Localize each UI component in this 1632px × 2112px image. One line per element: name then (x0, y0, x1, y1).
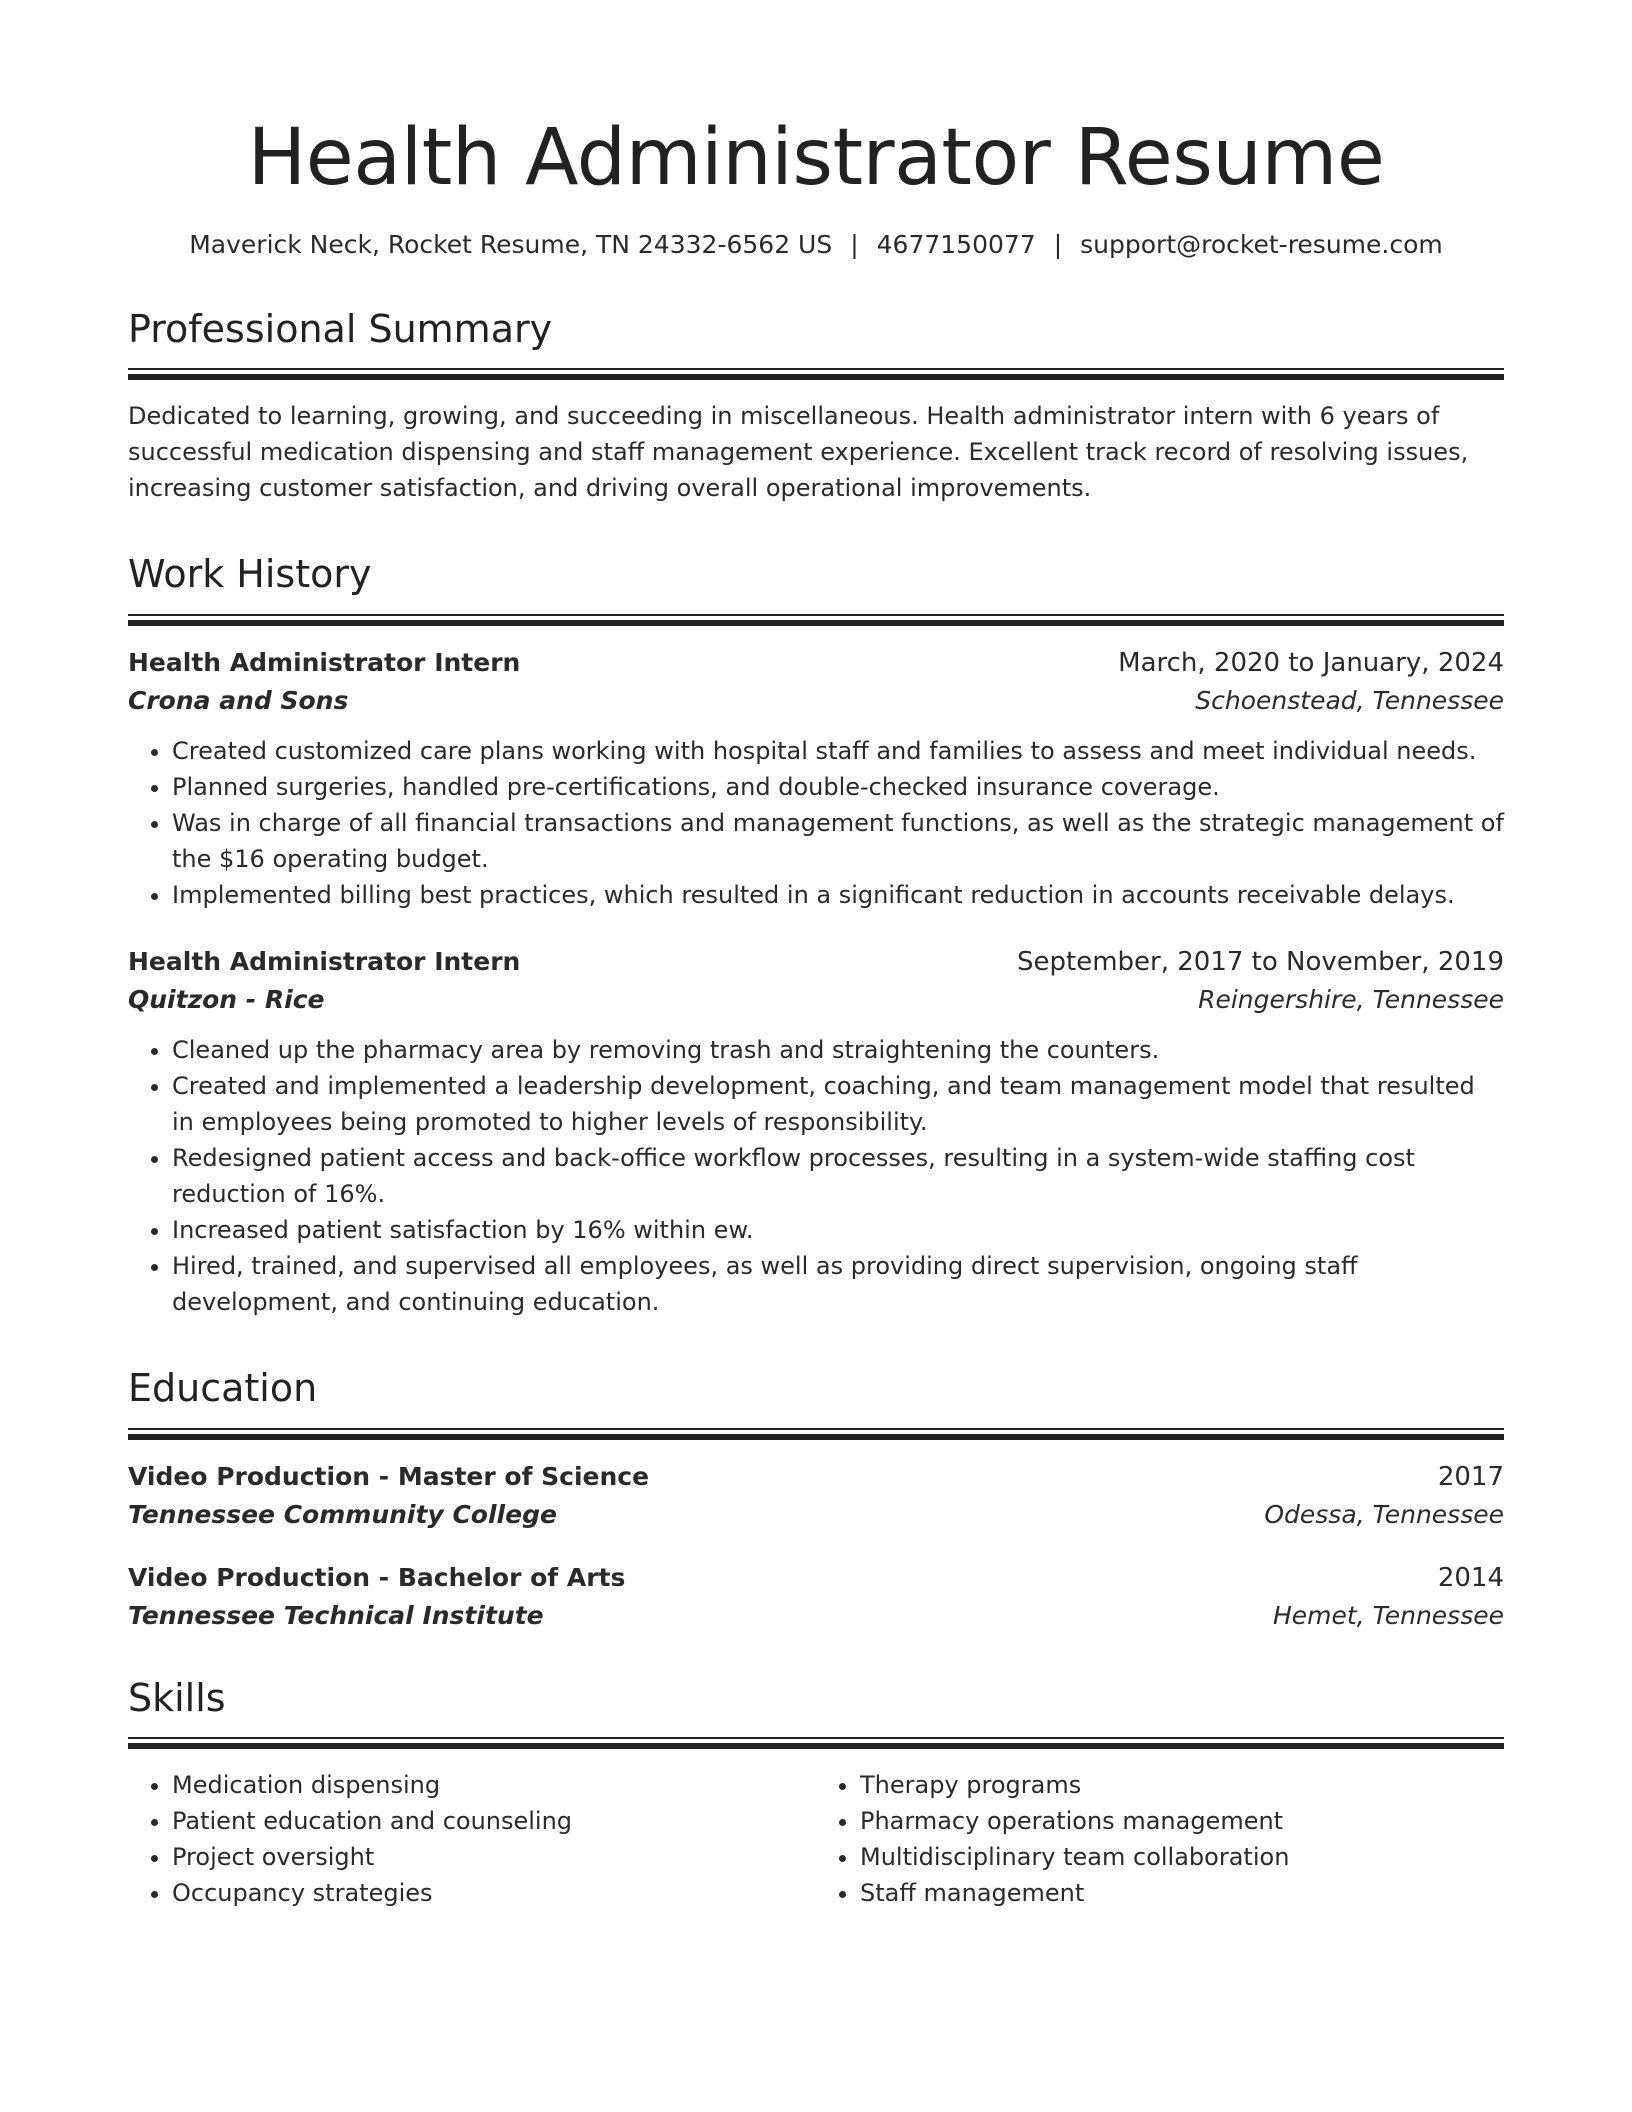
list-item: • Implemented billing best practices, which resulted in a significant reduction in accounts receivable delays. (172, 877, 1504, 913)
job-company: Quitzon - Rice (128, 984, 325, 1014)
contact-email: support@rocket-resume.com (1080, 229, 1443, 259)
job-location: Schoenstead, Tennessee (1195, 685, 1504, 715)
contact-line (128, 230, 1504, 259)
skills-grid (128, 1767, 1504, 1911)
list-item: • Patient education and counseling (172, 1803, 816, 1839)
skills-column-left (128, 1767, 816, 1911)
summary-section (128, 307, 1504, 507)
education-location: Hemet, Tennessee (1272, 1600, 1504, 1630)
list-item: • Multidisciplinary team collaboration (860, 1839, 1504, 1875)
section-heading-summary: Professional Summary (128, 306, 553, 351)
section-divider (128, 614, 1504, 626)
section-divider (128, 1737, 1504, 1749)
list-item: • Created and implemented a leadership development, coaching, and team management model that resulted in employees being promoted to higher levels of responsibility. (172, 1068, 1504, 1140)
job-title: Health Administrator Intern (128, 946, 521, 976)
list-item: • Staff management (860, 1875, 1504, 1911)
list-item: • Cleaned up the pharmacy area by removing trash and straightening the counters. (172, 1032, 1504, 1068)
list-item: • Project oversight (172, 1839, 816, 1875)
education-degree: Video Production - Master of Science (128, 1461, 650, 1491)
job-location: Reingershire, Tennessee (1198, 984, 1504, 1014)
job-dates: September, 2017 to November, 2019 (1017, 946, 1504, 977)
job-entry (128, 648, 1504, 913)
list-item: • Medication dispensing (172, 1767, 816, 1803)
contact-phone: 4677150077 (876, 229, 1036, 259)
contact-address: Maverick Neck, Rocket Resume, TN 24332-6562 US (189, 229, 833, 259)
list-item: • Therapy programs (860, 1767, 1504, 1803)
list-item: • Redesigned patient access and back-office workflow processes, resulting in a system-wide staffing cost reduction of 16%. (172, 1140, 1504, 1212)
education-entry (128, 1462, 1504, 1529)
list-item: • Hired, trained, and supervised all employees, as well as providing direct supervision, ongoing staff development, and continuing education. (172, 1248, 1504, 1320)
education-year: 2017 (1437, 1461, 1504, 1492)
list-item: • Occupancy strategies (172, 1875, 816, 1911)
job-dates: March, 2020 to January, 2024 (1118, 647, 1504, 678)
work-history-section (128, 552, 1504, 1320)
job-company: Crona and Sons (128, 685, 349, 715)
education-section (128, 1366, 1504, 1630)
summary-text: Dedicated to learning, growing, and succeeding in miscellaneous. Health administrator intern with 6 years of successful medication dispensing and staff management experience. Excellent track record of resolving issues, increasing customer satisfaction, and driving overall operational improvements. (128, 402, 1469, 503)
section-heading-education: Education (128, 1365, 318, 1410)
job-title: Health Administrator Intern (128, 647, 521, 677)
contact-separator: | (850, 229, 859, 259)
job-bullets (128, 733, 1504, 913)
education-entry (128, 1563, 1504, 1630)
list-item: • Created customized care plans working with hospital staff and families to assess and meet individual needs. (172, 733, 1504, 769)
section-heading-skills: Skills (128, 1675, 226, 1720)
skills-section (128, 1676, 1504, 1912)
education-year: 2014 (1437, 1562, 1504, 1593)
section-heading-work-history: Work History (128, 552, 372, 597)
list-item: • Pharmacy operations management (860, 1803, 1504, 1839)
contact-separator: | (1053, 229, 1063, 259)
list-item: • Was in charge of all financial transactions and management functions, as well as the strategic management of the $16 operating budget. (172, 805, 1504, 877)
skills-column-right (816, 1767, 1504, 1911)
education-school: Tennessee Technical Institute (128, 1600, 544, 1630)
list-item: • Increased patient satisfaction by 16% within ew. (172, 1212, 1504, 1248)
section-divider (128, 368, 1504, 380)
education-school: Tennessee Community College (128, 1499, 557, 1529)
page-title: Health Administrator Resume (247, 113, 1385, 203)
education-degree: Video Production - Bachelor of Arts (128, 1562, 626, 1592)
education-location: Odessa, Tennessee (1264, 1499, 1504, 1529)
section-divider (128, 1428, 1504, 1440)
list-item: • Planned surgeries, handled pre-certifications, and double-checked insurance coverage. (172, 769, 1504, 805)
job-bullets (128, 1032, 1504, 1320)
job-entry (128, 947, 1504, 1320)
